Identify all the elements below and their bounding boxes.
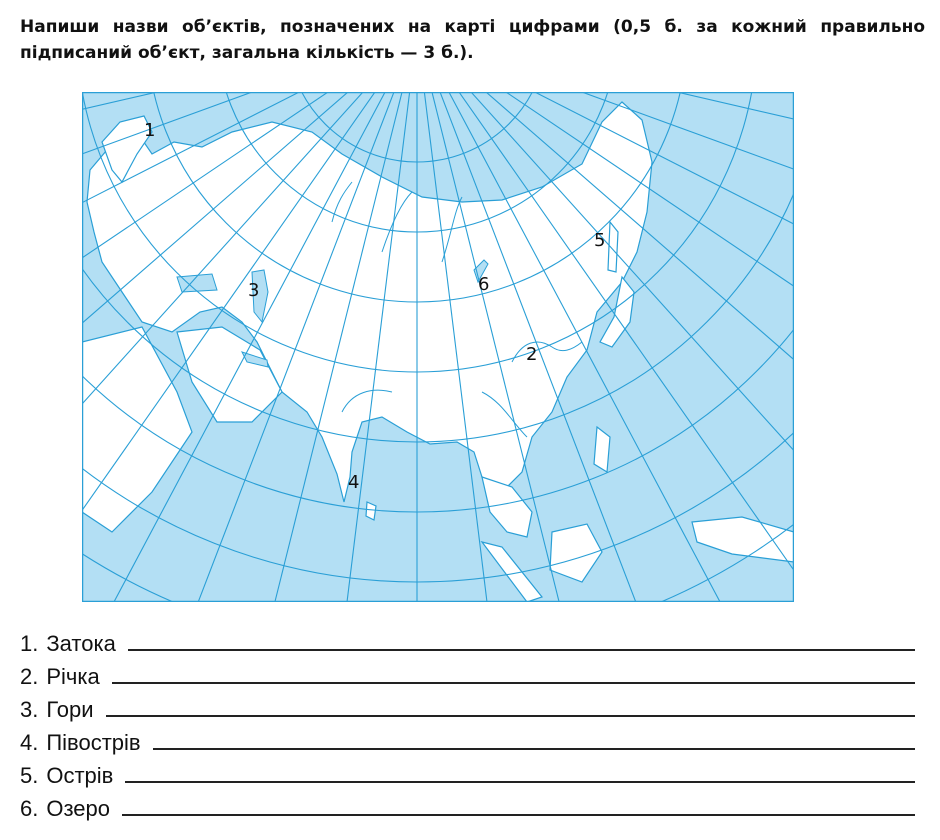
answer-list <box>20 624 915 822</box>
marker-5: 5 <box>594 230 606 251</box>
sri-lanka <box>366 502 376 520</box>
marker-2: 2 <box>526 344 538 365</box>
answer-label: Гори <box>46 697 94 722</box>
answer-number: 4. <box>20 730 39 755</box>
answer-label: Острів <box>46 763 114 788</box>
answer-number: 3. <box>20 697 39 722</box>
answer-row <box>20 690 915 723</box>
answer-label: Півострів <box>46 730 141 755</box>
answer-row <box>20 723 915 756</box>
answer-line[interactable] <box>106 715 915 717</box>
answer-number: 1. <box>20 631 39 656</box>
answer-row <box>20 657 915 690</box>
answer-line[interactable] <box>112 682 915 684</box>
map-of-eurasia <box>82 92 794 602</box>
marker-3: 3 <box>248 280 260 301</box>
answer-row <box>20 789 915 822</box>
marker-1: 1 <box>144 120 156 141</box>
answer-line[interactable] <box>122 814 915 816</box>
answer-label: Річка <box>46 664 100 689</box>
answer-label: Затока <box>46 631 116 656</box>
answer-row <box>20 756 915 789</box>
answer-line[interactable] <box>128 649 915 651</box>
answer-row <box>20 624 915 657</box>
sakhalin <box>608 222 618 272</box>
answer-number: 2. <box>20 664 39 689</box>
answer-label: Озеро <box>46 796 111 821</box>
marker-6: 6 <box>478 274 490 295</box>
answer-number: 5. <box>20 763 39 788</box>
answer-number: 6. <box>20 796 39 821</box>
answer-line[interactable] <box>125 781 915 783</box>
marker-4: 4 <box>348 472 360 493</box>
task-instructions: Напиши назви об’єктів, позначених на карті цифрами (0,5 б. за кожний правильно підписаний об’єкт, загальна кількість — 3 б.). <box>20 17 925 63</box>
answer-line[interactable] <box>153 748 915 750</box>
